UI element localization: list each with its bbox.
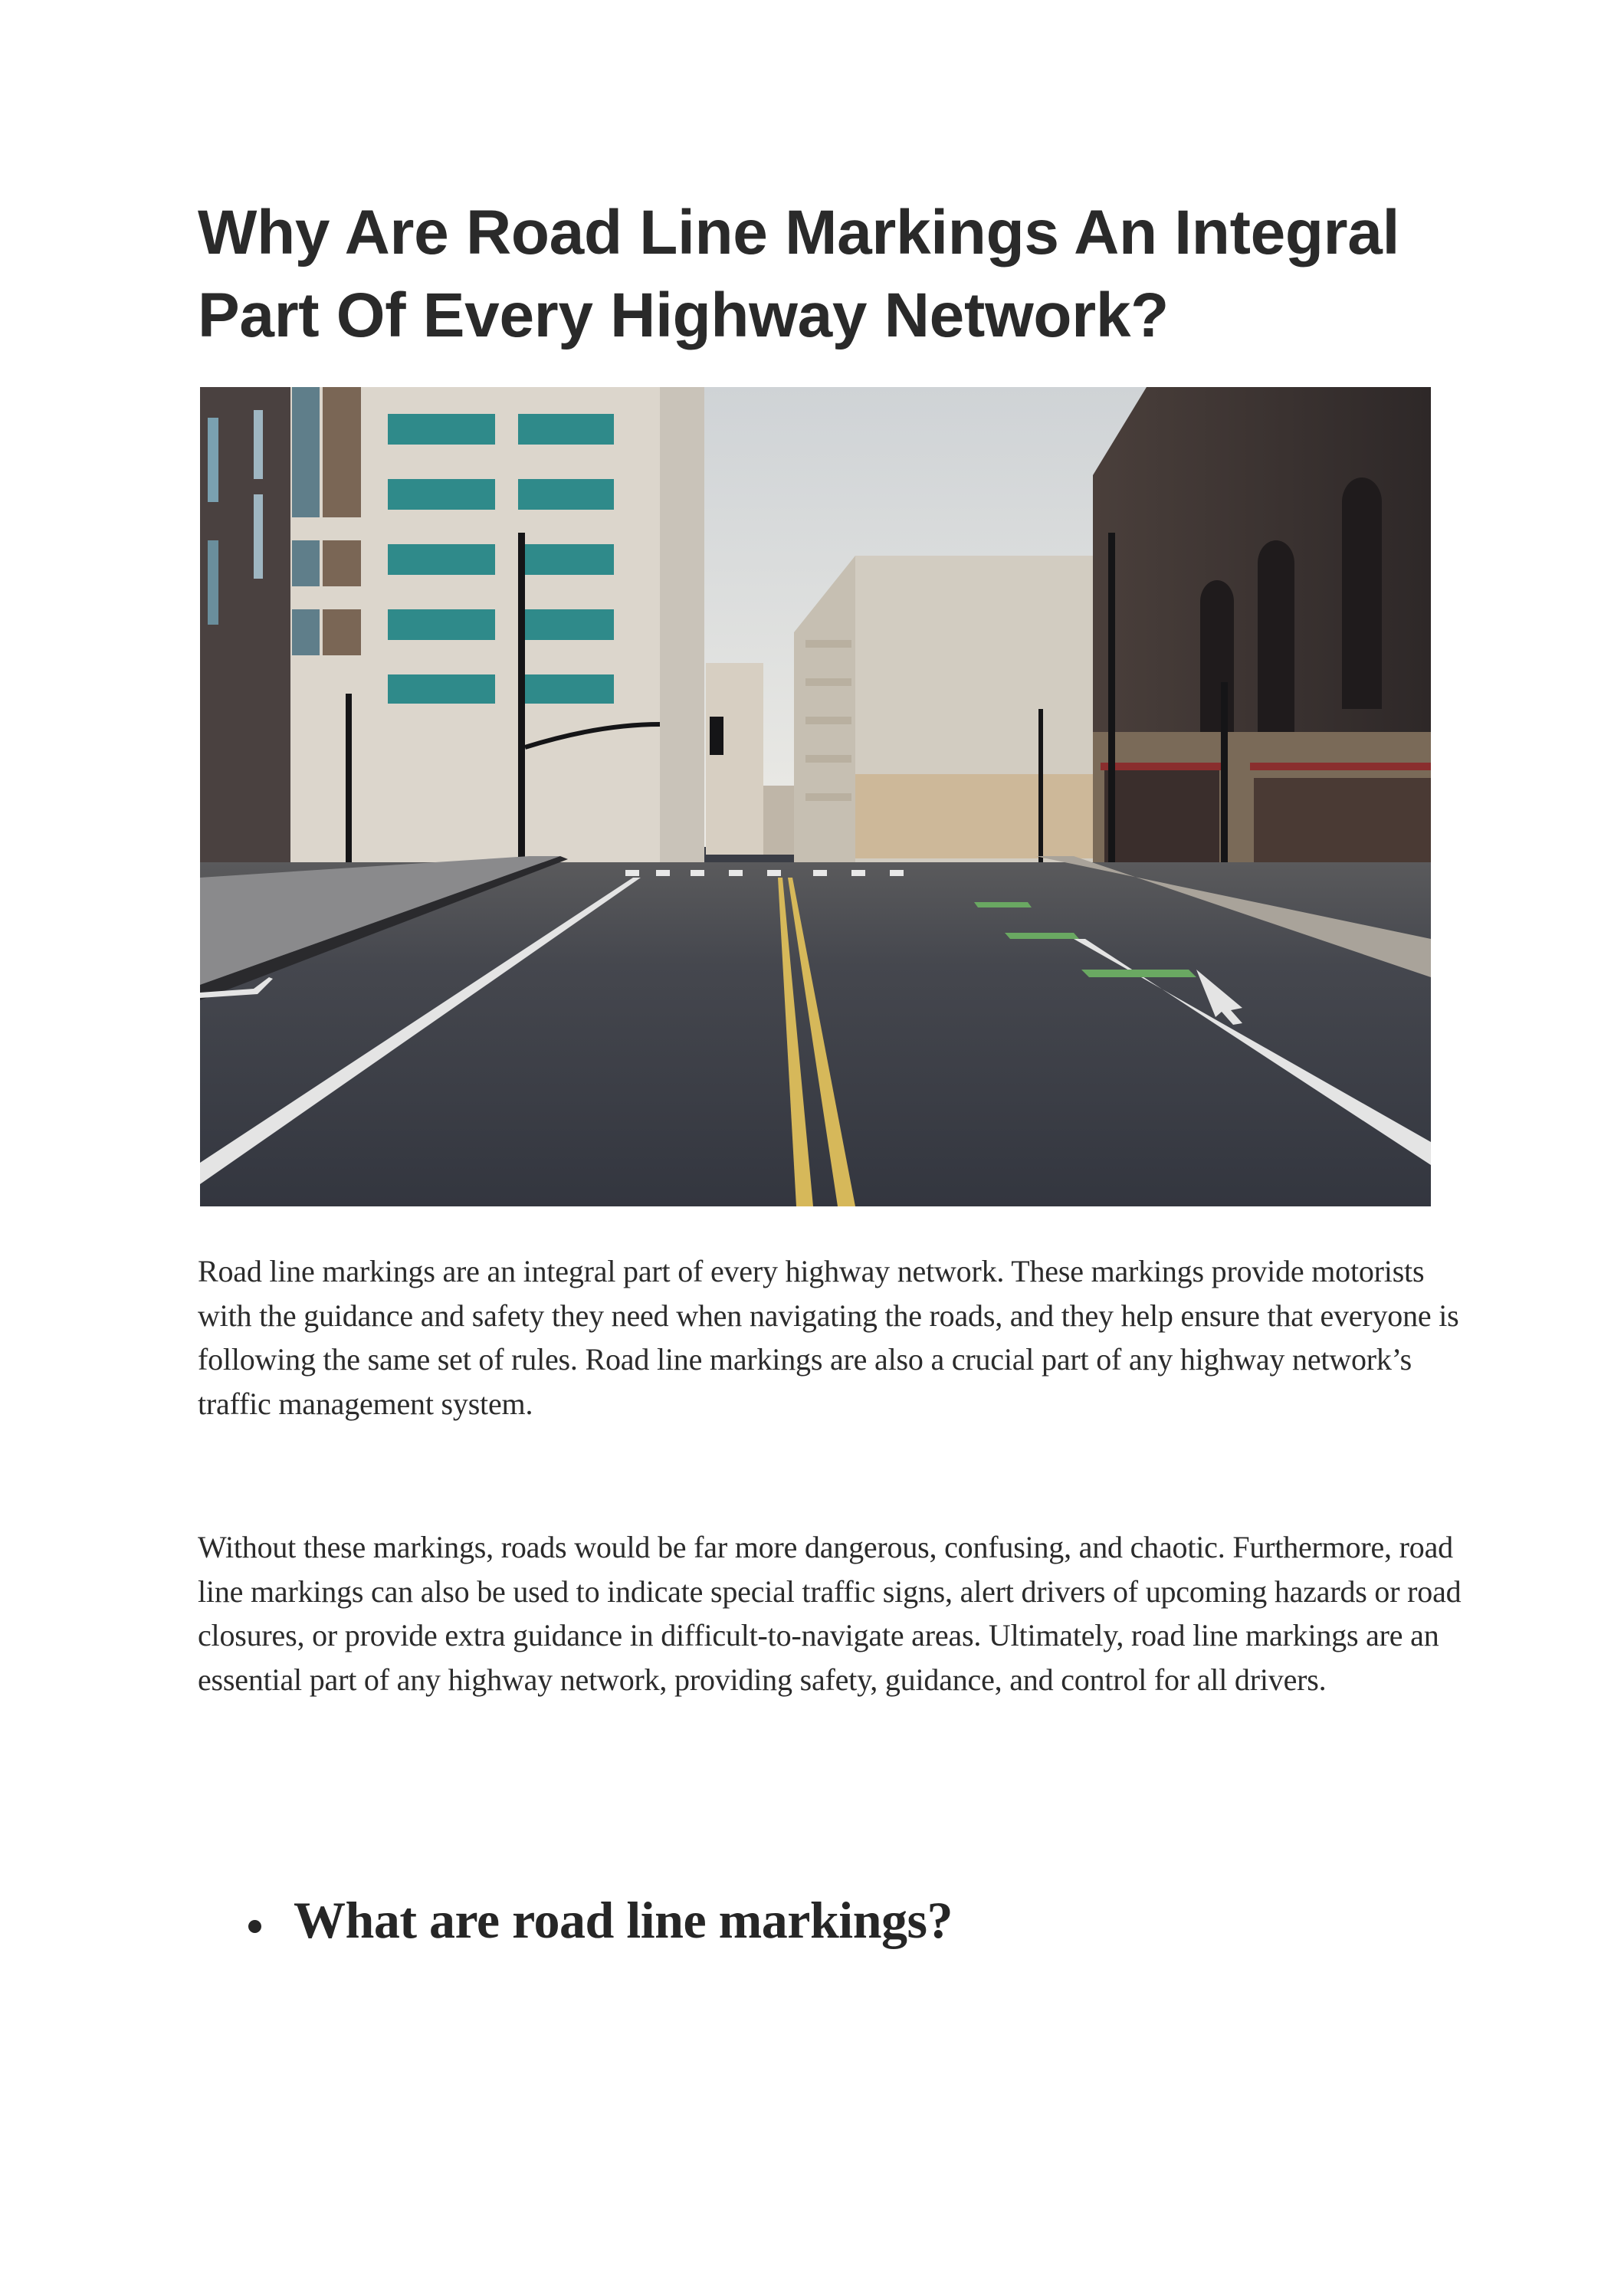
street-photo-illustration <box>200 387 1431 1206</box>
bullet-icon <box>248 1920 261 1933</box>
article-title: Why Are Road Line Markings An Integral Part Of Every Highway Network? <box>198 198 1400 350</box>
list-item <box>0 1885 1624 1962</box>
hero-street-photo <box>200 387 1431 1206</box>
section-heading: What are road line markings? <box>294 1891 953 1949</box>
intro-paragraph: Road line markings are an integral part of every highway network. These markings provide motorists with the guidance and safety they need when navigating the roads, and they help ensure that everyone is following the same set of rules. Road line markings are also a crucial part of any highway network’s traffic management system. <box>198 1254 1459 1421</box>
body-paragraph: Without these markings, roads would be far more dangerous, confusing, and chaotic. Furthermore, road line markings can also be used to indicate special traffic signs, alert drivers of upcoming hazards or road closures, or provide extra guidance in difficult-to-navigate areas. Ultimately, road line markings are an essential part of any highway network, providing safety, guidance, and control for all drivers. <box>198 1530 1462 1697</box>
section-bullet-list <box>0 1885 1624 1962</box>
